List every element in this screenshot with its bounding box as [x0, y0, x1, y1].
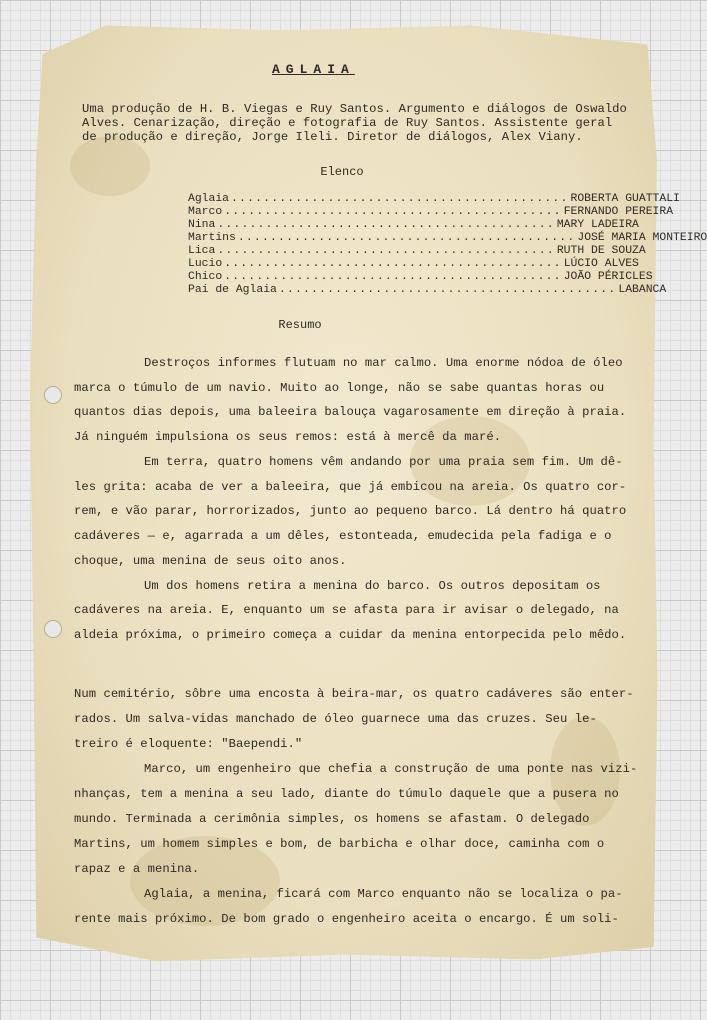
- cast-actor: FERNANDO PEREIRA: [563, 206, 674, 218]
- document-title: AGLAIA: [272, 62, 355, 77]
- body-line: rente mais próximo. De bom grado o engenheiro aceita o encargo. É um soli-: [74, 912, 619, 926]
- body-line: marca o túmulo de um navio. Muito ao longe, não se sabe quantas horas ou: [74, 381, 605, 395]
- cast-role: Marco: [188, 206, 223, 218]
- cast-actor: ROBERTA GUATTALI: [570, 193, 680, 205]
- leader-dots: ..........................................: [237, 232, 576, 244]
- body-line: mundo. Terminada a cerimônia simples, os homens se afastam. O delegado: [74, 812, 590, 826]
- body-line: Destroços informes flutuam no mar calmo. Uma enorme nódoa de óleo: [144, 356, 623, 370]
- leader-dots: ..........................................: [224, 206, 562, 218]
- leader-dots: ..........................................: [224, 271, 562, 283]
- body-line: Já ninguém impulsiona os seus remos: está à mercê da maré.: [74, 430, 502, 444]
- credits-line: de produção e direção, Jorge Ileli. Diretor de diálogos, Alex Viany.: [82, 130, 583, 144]
- summary-heading: Resumo: [278, 318, 322, 332]
- body-line: quantos dias depois, uma baleeira balouça vagarosamente em direção à praia.: [74, 405, 627, 419]
- cast-row: [188, 193, 680, 206]
- body-line: Num cemitério, sôbre uma encosta à beira-mar, os quatro cadáveres são enter-: [74, 687, 634, 701]
- body-line: Em terra, quatro homens vêm andando por uma praia sem fim. Um dê-: [144, 455, 623, 469]
- cast-role: Lucio: [188, 258, 223, 270]
- cast-role: Pai de Aglaia: [188, 284, 277, 296]
- body-line: les grita: acaba de ver a baleeira, que já embicou na areia. Os quatro cor-: [74, 480, 627, 494]
- cast-actor: JOÃO PÉRICLES: [563, 271, 653, 283]
- leader-dots: ..........................................: [231, 193, 569, 205]
- credits-line: Uma produção de H. B. Viegas e Ruy Santos. Argumento e diálogos de Oswaldo: [82, 102, 627, 116]
- credits-line: Alves. Cenarização, direção e fotografia de Ruy Santos. Assistente geral: [82, 116, 613, 130]
- body-line: choque, uma menina de seus oito anos.: [74, 554, 347, 568]
- cast-role: Lica: [188, 245, 216, 257]
- body-line: cadáveres — e, agarrada a um dêles, estonteada, emudecida pela fadiga e o: [74, 529, 612, 543]
- leader-dots: ..........................................: [217, 219, 555, 231]
- cast-row: [188, 284, 667, 297]
- cast-row: [188, 232, 707, 245]
- cast-actor: LÚCIO ALVES: [563, 258, 639, 270]
- cast-actor: JOSÉ MARIA MONTEIRO: [577, 232, 707, 244]
- leader-dots: ..........................................: [224, 258, 562, 270]
- body-line: nhanças, tem a menina a seu lado, diante do túmulo daquele que a pusera no: [74, 787, 619, 801]
- cast-row: [188, 245, 646, 258]
- cast-role: Martins: [188, 232, 236, 244]
- leader-dots: ..........................................: [278, 284, 617, 296]
- leader-dots: ..........................................: [217, 245, 555, 257]
- body-line: aldeia próxima, o primeiro começa a cuidar da menina entorpecida pelo mêdo.: [74, 628, 627, 642]
- cast-heading: Elenco: [320, 165, 364, 179]
- cast-row: [188, 271, 653, 284]
- cast-role: Nina: [188, 219, 216, 231]
- body-line: rapaz e a menina.: [74, 862, 200, 876]
- body-line: Aglaia, a menina, ficará com Marco enquanto não se localiza o pa-: [144, 887, 623, 901]
- cast-row: [188, 258, 639, 271]
- body-line: Martins, um homem simples e bom, de barbicha e olhar doce, caminha com o: [74, 837, 605, 851]
- cast-actor: RUTH DE SOUZA: [556, 245, 646, 257]
- body-line: rem, e vão parar, horrorizados, junto ao pequeno barco. Lá dentro há quatro: [74, 504, 627, 518]
- cast-actor: LABANCA: [618, 284, 667, 296]
- body-line: rados. Um salva-vidas manchado de óleo guarnece uma das cruzes. Seu le-: [74, 712, 597, 726]
- body-line: treiro é eloquente: "Baependi.": [74, 737, 303, 751]
- cast-actor: MARY LADEIRA: [556, 219, 639, 231]
- body-line: Marco, um engenheiro que chefia a construção de uma ponte nas vizi-: [144, 762, 638, 776]
- cast-role: Aglaia: [188, 193, 230, 205]
- cast-row: [188, 206, 674, 219]
- body-line: cadáveres na areia. E, enquanto um se afasta para ir avisar o delegado, na: [74, 603, 619, 617]
- cast-row: [188, 219, 639, 232]
- cast-role: Chico: [188, 271, 223, 283]
- body-line: Um dos homens retira a menina do barco. Os outros depositam os: [144, 579, 601, 593]
